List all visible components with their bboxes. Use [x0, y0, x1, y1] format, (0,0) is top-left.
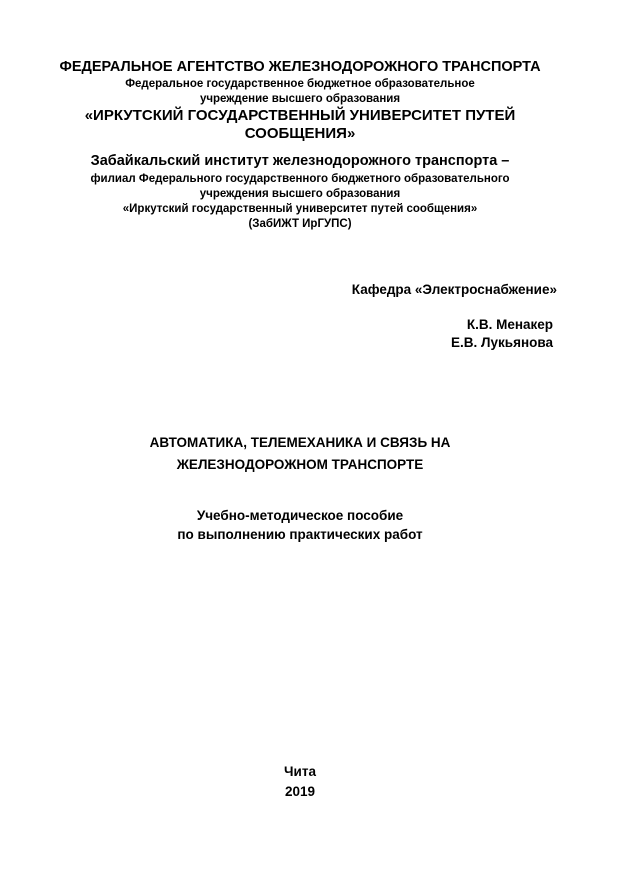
author-1: К.В. Менакер — [466, 317, 553, 332]
document-subtitle-line-1: Учебно-методическое пособие — [196, 508, 404, 523]
institution-type-line-1: Федеральное государственное бюджетное образовательное — [125, 78, 475, 90]
branch-name: Забайкальский институт железнодорожного транспорта – — [90, 153, 510, 169]
branch-abbreviation: (ЗабИЖТ ИрГУПС) — [248, 218, 352, 230]
document-title-line-2: ЖЕЛЕЗНОДОРОЖНОМ ТРАНСПОРТЕ — [176, 457, 424, 472]
department-name: Кафедра «Электроснабжение» — [351, 282, 557, 297]
document-title-line-1: АВТОМАТИКА, ТЕЛЕМЕХАНИКА И СВЯЗЬ НА — [149, 435, 451, 450]
author-2: Е.В. Лукьянова — [451, 335, 553, 350]
branch-line-2: учреждения высшего образования — [199, 188, 401, 200]
document-subtitle-line-2: по выполнению практических работ — [177, 527, 423, 542]
agency-name: ФЕДЕРАЛЬНОЕ АГЕНТСТВО ЖЕЛЕЗНОДОРОЖНОГО ТРАНСПОРТА — [59, 59, 541, 75]
city: Чита — [284, 764, 316, 779]
university-name-line-1: «ИРКУТСКИЙ ГОСУДАРСТВЕННЫЙ УНИВЕРСИТЕТ ПУТЕЙ — [84, 107, 516, 124]
year: 2019 — [284, 784, 316, 799]
institution-type-line-2: учреждение высшего образования — [199, 93, 401, 105]
branch-line-3: «Иркутский государственный университет путей сообщения» — [122, 203, 478, 215]
university-name-line-2: СООБЩЕНИЯ» — [244, 125, 356, 142]
branch-line-1: филиал Федерального государственного бюджетного образовательного — [90, 173, 510, 185]
